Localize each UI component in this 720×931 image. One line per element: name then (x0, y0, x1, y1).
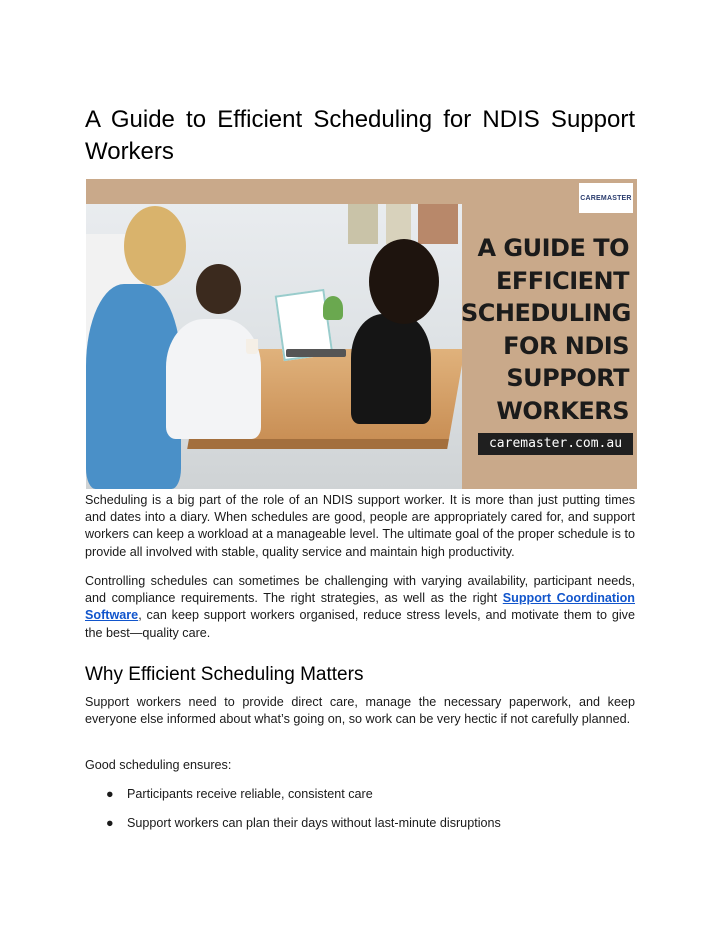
man-seated (166, 319, 261, 439)
hero-url: caremaster.com.au (478, 433, 633, 455)
woman-seated (351, 314, 431, 424)
bullet-icon: ● (106, 816, 114, 830)
support-coordination-software-link[interactable]: Support Coordination Software (85, 591, 635, 623)
hero-heading: A GUIDE TO EFFICIENT SCHEDULING FOR NDIS SUPPORT WORKERS (461, 234, 631, 425)
section-heading: Why Efficient Scheduling Matters (85, 664, 364, 685)
hero-image (86, 179, 637, 489)
man-hair (196, 264, 241, 314)
office-meeting-photo (86, 204, 462, 489)
section-lead: Good scheduling ensures: (85, 758, 232, 772)
software-paragraph: Controlling schedules can sometimes be challenging with varying availability, participant needs, and compliance requirements. The right strategies, as well as the right Support Coordination Software, can keep support workers organised, reduce stress levels, and motivate them to give the best—quality care. (85, 574, 635, 640)
caremaster-logo: CAREMASTER (579, 183, 633, 213)
wall-art (348, 204, 378, 244)
woman-hair (124, 206, 186, 286)
list-item: ● Participants receive reliable, consistent care (106, 787, 373, 801)
laptop (286, 349, 346, 357)
wall-art (418, 204, 458, 244)
wall-art (386, 204, 411, 244)
coffee-cup (246, 339, 258, 354)
woman-curly-hair (369, 239, 439, 324)
page-title: A Guide to Efficient Scheduling for NDIS Support Workers (85, 106, 635, 165)
plant (323, 296, 343, 320)
intro-paragraph: Scheduling is a big part of the role of an NDIS support worker. It is more than just putting times and dates into a diary. When schedules are good, people are appropriately cared for, and support workers can keep a workload at a manageable level. The ultimate goal of the proper schedule is to provide all involved with stable, quality service and maintain high productivity. (85, 493, 635, 559)
bullet-icon: ● (106, 787, 114, 801)
section-intro-paragraph: Support workers need to provide direct care, manage the necessary paperwork, and keep everyone else informed about what’s going on, so work can be very hectic if not carefully planned. (85, 695, 635, 727)
list-item: ● Support workers can plan their days without last-minute disruptions (106, 816, 501, 830)
